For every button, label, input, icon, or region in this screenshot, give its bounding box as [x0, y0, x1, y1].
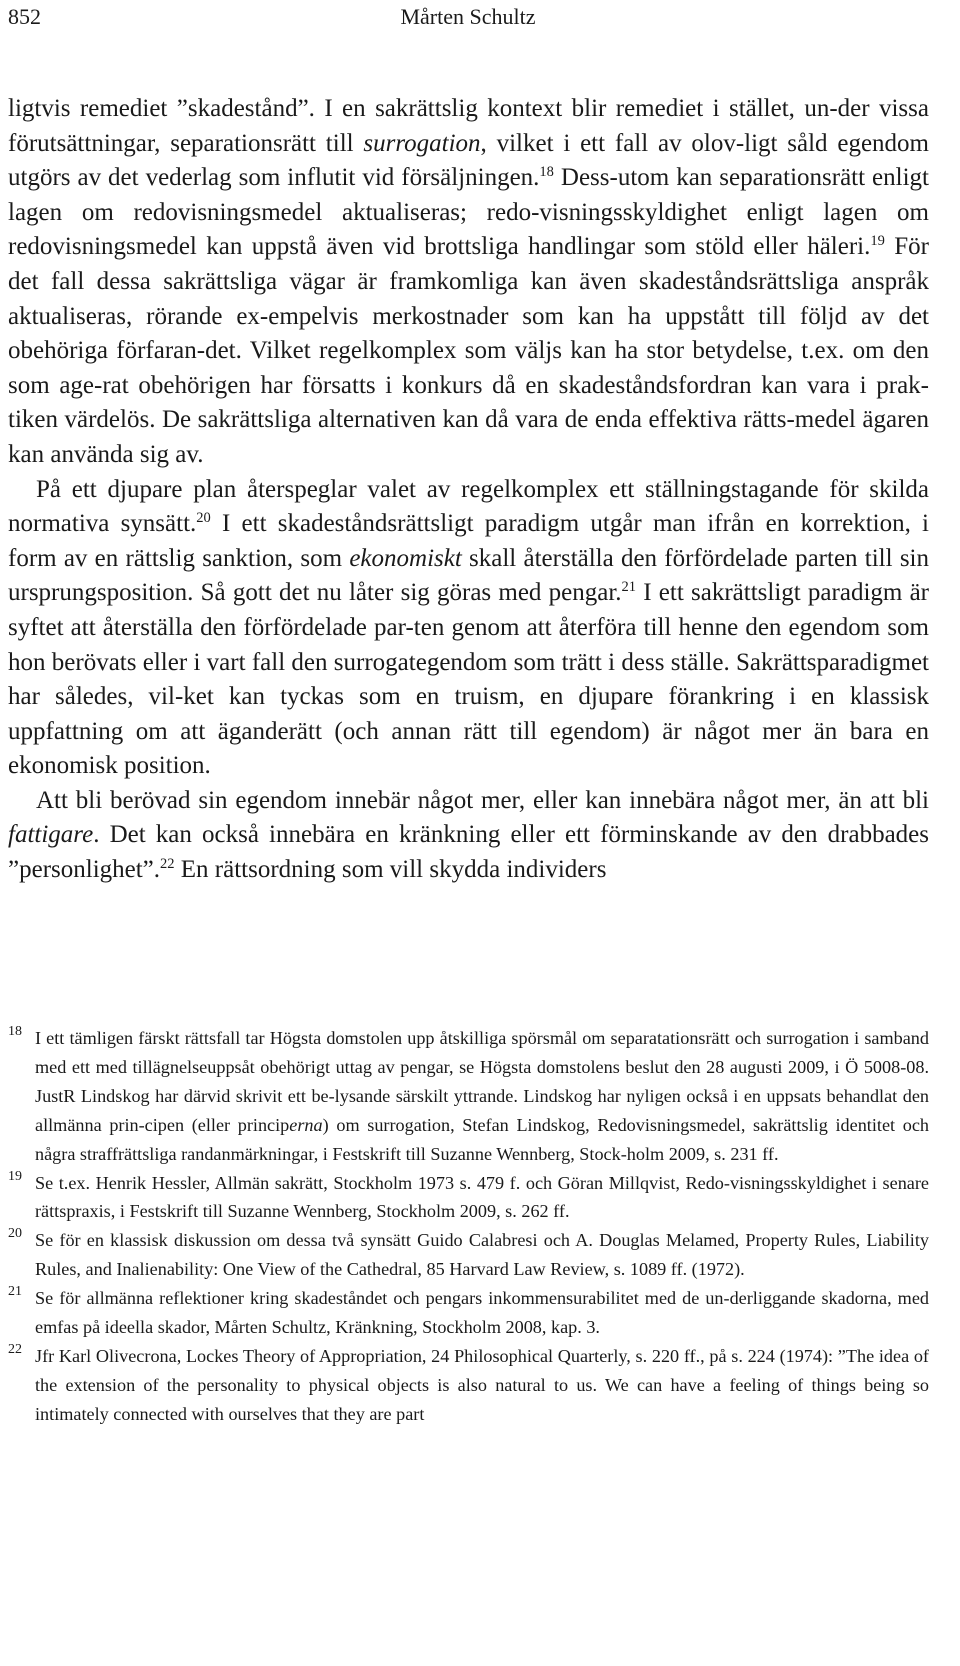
italic-term: fattigare [8, 821, 94, 849]
running-head: Mårten Schultz [400, 4, 536, 29]
text-run: ligtvis remediet ”skadestånd”. I en sakrättslig kontext blir remediet i stället, un-der vissa förutsättningar, separationsrätt till [8, 95, 929, 157]
page-number: 852 [8, 4, 41, 29]
footnote-number: 18 [8, 1024, 22, 1039]
footnote-ref[interactable]: 22 [160, 856, 175, 873]
text-run: ) om surrogation, Stefan Lindskog, Redovisningsmedel, sakrättslig identitet och några straffrättsliga randanmärkningar, i Festskrift till Suzanne Wennberg, Stock-holm 2009, s. 231 ff. [35, 1114, 929, 1164]
footnote-ref[interactable]: 21 [621, 579, 637, 596]
footnote-text: Se t.ex. Henrik Hessler, Allmän sakrätt, Stockholm 1973 s. 479 f. och Göran Millqvist, Redo-visningsskyldighet i senare rättspraxis, i Festskrift till Suzanne Wennberg, Stockholm 2009, s. 262 ff. [35, 1172, 929, 1222]
footnote-ref[interactable]: 19 [870, 233, 885, 250]
text-run: För det fall dessa sakrättsliga vägar är framkomliga kan även skadeståndsrättsliga anspråk aktualiseras, rörande ex-empelvis merkostnader som kan ha uppstått till följd av det obehöriga förfaran-det. Vilket regelkomplex som väljs kan ha stor betydelse, t.ex. om den som age-rat obehörigen har försatts i konkurs då en skadeståndsfordran kan vara i prak-tiken värdelös. De sakrättsliga alternativen kan då vara de enda effektiva rätts-medel ägaren kan använda sig av. [8, 233, 929, 468]
italic-term: ekonomiskt [349, 544, 462, 572]
footnote-text: Jfr Karl Olivecrona, Lockes Theory of Appropriation, 24 Philosophical Quarterly, s. 220 ff., på s. 224 (1974): ”The idea of the extension of the personality to physical objects is also natural to us. We can have a feeling of things being so intimately connected with ourselves that they are part [35, 1345, 929, 1424]
paragraph [8, 784, 929, 888]
footnote-number: 20 [8, 1226, 22, 1242]
text-run: I ett tämligen färskt rättsfall tar Högsta domstolen upp åtskilliga spörsmål om separatationsrätt och surrogation i samband med ett med tillägnelseuppsåt obehörigt uttag av pengar, se Högsta domstolens beslut den 28 augusti 2009, i Ö 5008-08. JustR Lindskog har därvid skrivit ett be-lysande särskilt yttrande. Lindskog har nyligen också i en uppsats behandlat den allmänna prin-cipen (eller princip [35, 1028, 929, 1135]
footnotes [8, 1024, 929, 1429]
footnote-number: 19 [8, 1168, 22, 1184]
footnote-text: Se för en klassisk diskussion om dessa två synsätt Guido Calabresi och A. Douglas Melamed, Property Rules, Liability Rules, and Inalienability: One View of the Cathedral, 85 Harvard Law Review, s. 1089 ff. (1972). [35, 1230, 929, 1280]
text-run: . Det kan också innebära en kränkning eller ett förminskande av den drabbades ”personlighet”. [8, 821, 929, 884]
text-run: skall återställa den förfördelade parten till sin ursprungsposition. Så gott det nu låter sig göras med pengar. [8, 544, 929, 607]
text-run: Att bli berövad sin egendom innebär något mer, eller kan innebära något mer, än att bli [36, 786, 929, 814]
text-run: En rättsordning som vill skydda individers [174, 856, 607, 884]
footnote-number: 21 [8, 1284, 22, 1300]
text-run: , vilket i ett fall av olov-ligt såld egendom utgörs av det vederlag som influtit vid försäljningen. [8, 129, 929, 192]
text-run: Dess-utom kan separationsrätt enligt lagen om redovisningsmedel aktualiseras; redo-visningsskyldighet enligt lagen om redovisningsmedel kan uppstå även vid brottsliga handlingar som stöld eller häleri. [8, 164, 929, 261]
footnote-text: Se för allmänna reflektioner kring skadeståndet och pengars inkommensurabilitet med de un-derliggande skadorna, med emfas på ideella skador, Mårten Schultz, Kränkning, Stockholm 2008, kap. 3. [35, 1288, 929, 1338]
paragraph [8, 92, 929, 473]
footnote-text [35, 1024, 929, 1169]
text-run: I ett sakrättsligt paradigm är syftet att återställa den förfördelade par-ten genom att återföra till henne den egendom som hon berövats eller i vart fall den surrogategendom som trätt i dess ställe. Sakrättsparadigmet har således, vil-ket kan tyckas som en truism, en djupare förankring i en klassisk uppfattning om att äganderätt (och annan rätt till egendom) är något mer än bara en ekonomisk position. [8, 579, 929, 780]
page-header [8, 2, 928, 32]
footnote [8, 1169, 929, 1227]
paragraph [8, 473, 929, 784]
italic-term: erna [289, 1114, 323, 1135]
footnote [8, 1342, 929, 1429]
text-run: I ett skadeståndsrättsligt paradigm utgår man ifrån en korrektion, i form av en rättslig sanktion, som [8, 510, 929, 572]
footnote-ref[interactable]: 18 [539, 164, 554, 181]
footnote-ref[interactable]: 20 [196, 510, 211, 527]
footnote [8, 1226, 929, 1284]
text-run: På ett djupare plan återspeglar valet av regelkomplex ett ställningstagande för skilda normativa synsätt. [8, 475, 929, 538]
italic-term: surrogation [363, 129, 481, 157]
footnote [8, 1284, 929, 1342]
body-text [8, 92, 929, 888]
footnote [8, 1024, 929, 1169]
footnote-number: 22 [8, 1341, 22, 1357]
